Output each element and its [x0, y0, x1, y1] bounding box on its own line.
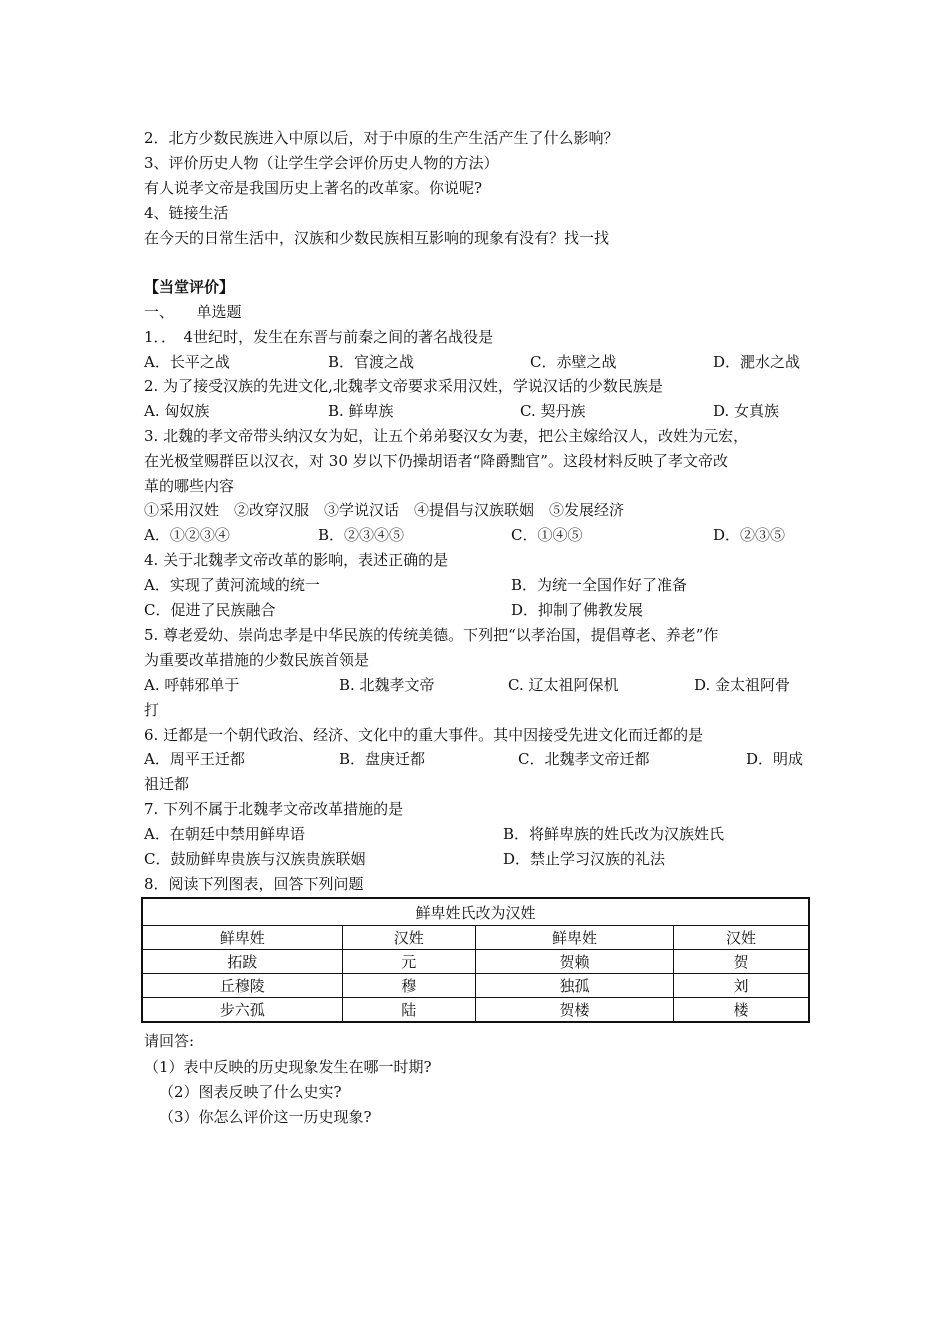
option: C. 辽太祖阿保机	[508, 676, 619, 694]
subsection-title: 一、 单选题	[144, 303, 242, 321]
table-header: 鲜卑姓	[475, 926, 673, 950]
option: B．为统一全国作好了准备	[511, 576, 688, 594]
option: D. 金太祖阿骨	[694, 676, 791, 694]
question-stem: 4. 关于北魏孝文帝改革的影响，表述正确的是	[144, 551, 449, 569]
table-header: 汉姓	[342, 926, 475, 950]
question-stem: 8．阅读下列图表，回答下列问题	[144, 875, 364, 893]
option: B. 鲜卑族	[328, 402, 394, 420]
table-cell: 穆	[342, 974, 475, 998]
table-cell: 陆	[342, 998, 475, 1023]
option: A. 匈奴族	[144, 402, 210, 420]
sub-question: （2）图表反映了什么史实?	[159, 1083, 342, 1101]
option: A．长平之战	[144, 353, 230, 371]
table-cell: 贺楼	[475, 998, 673, 1023]
option: B．盘庚迁都	[339, 750, 426, 768]
table-cell: 贺赖	[475, 950, 673, 974]
option: D. 女真族	[713, 402, 780, 420]
option-wrap: 打	[144, 701, 160, 719]
section-title: 【当堂评价】	[144, 278, 235, 296]
sub-question: （3）你怎么评价这一历史现象?	[159, 1108, 372, 1126]
table-cell: 贺	[673, 950, 809, 974]
question-stem: 3. 北魏的孝文帝带头纳汉女为妃，让五个弟弟娶汉女为妻，把公主嫁给汉人，改姓为元宏，	[144, 427, 749, 445]
option: A．实现了黄河流域的统一	[144, 576, 320, 594]
text-line: 3、评价历史人物（让学生学会评价历史人物的方法）	[144, 154, 499, 172]
table-cell: 步六孤	[142, 998, 342, 1023]
surname-table	[141, 897, 810, 1023]
table-cell: 独孤	[475, 974, 673, 998]
option: A．在朝廷中禁用鲜卑语	[144, 825, 305, 843]
option: C．①④⑤	[511, 526, 583, 544]
question-stem: 6. 迁都是一个朝代政治、经济、文化中的重大事件。其中因接受先进文化而迁都的是	[144, 726, 704, 744]
table-cell: 楼	[673, 998, 809, 1023]
question-stem: 在光极堂赐群臣以汉衣，对 30 岁以下仍操胡语者“降爵黜官”。这段材料反映了孝文帝改	[144, 452, 728, 470]
option: A．①②③④	[144, 526, 230, 544]
option: A．周平王迁都	[144, 750, 245, 768]
table-row	[142, 998, 809, 1023]
option: C．鼓励鲜卑贵族与汉族贵族联姻	[144, 850, 366, 868]
option: D．禁止学习汉族的礼法	[503, 850, 666, 868]
question-stem: 7. 下列不属于北魏孝文帝改革措施的是	[144, 800, 404, 818]
question-stem: 2. 为了接受汉族的先进文化,北魏孝文帝要求采用汉姓，学说汉话的少数民族是	[144, 377, 663, 395]
answer-prompt: 请回答:	[144, 1032, 195, 1050]
option: D．②③⑤	[713, 526, 786, 544]
option: B．将鲜卑族的姓氏改为汉族姓氏	[503, 825, 725, 843]
table-cell: 刘	[673, 974, 809, 998]
table-cell: 丘穆陵	[142, 974, 342, 998]
question-stem: 为重要改革措施的少数民族首领是	[144, 651, 370, 669]
table-header-row	[142, 926, 809, 950]
table-caption: 鲜卑姓氏改为汉姓	[142, 898, 809, 926]
table-header: 汉姓	[673, 926, 809, 950]
question-stem: 1．． 4世纪时，发生在东晋与前秦之间的著名战役是	[144, 328, 494, 346]
table-cell: 拓跋	[142, 950, 342, 974]
question-stem: 革的哪些内容	[144, 477, 235, 495]
table-header: 鲜卑姓	[142, 926, 342, 950]
option: C．赤壁之战	[530, 353, 617, 371]
table-cell: 元	[342, 950, 475, 974]
option: B．官渡之战	[328, 353, 415, 371]
option: D．明成	[746, 750, 804, 768]
text-line: 在今天的日常生活中，汉族和少数民族相互影响的现象有没有？找一找	[144, 229, 610, 247]
option: D．淝水之战	[713, 353, 801, 371]
option: C．促进了民族融合	[144, 601, 276, 619]
text-line: 4、链接生活	[144, 204, 229, 222]
option: B．②③④⑤	[318, 526, 405, 544]
option: A. 呼韩邪单于	[144, 676, 240, 694]
question-items: ①采用汉姓 ②改穿汉服 ③学说汉话 ④提倡与汉族联姻 ⑤发展经济	[144, 501, 625, 519]
option: C. 契丹族	[520, 402, 586, 420]
text-line: 2．北方少数民族进入中原以后，对于中原的生产生活产生了什么影响？	[144, 129, 619, 147]
option-wrap: 祖迁都	[144, 775, 190, 793]
text-line: 有人说孝文帝是我国历史上著名的改革家。你说呢?	[144, 179, 483, 197]
table-row	[142, 950, 809, 974]
sub-question: （1）表中反映的历史现象发生在哪一时期?	[144, 1058, 432, 1076]
option: C．北魏孝文帝迁都	[518, 750, 650, 768]
table-row	[142, 974, 809, 998]
question-stem: 5. 尊老爱幼、崇尚忠孝是中华民族的传统美德。下列把“以孝治国，提倡尊老、养老”作	[144, 626, 719, 644]
option: D．抑制了佛教发展	[511, 601, 644, 619]
option: B. 北魏孝文帝	[339, 676, 435, 694]
